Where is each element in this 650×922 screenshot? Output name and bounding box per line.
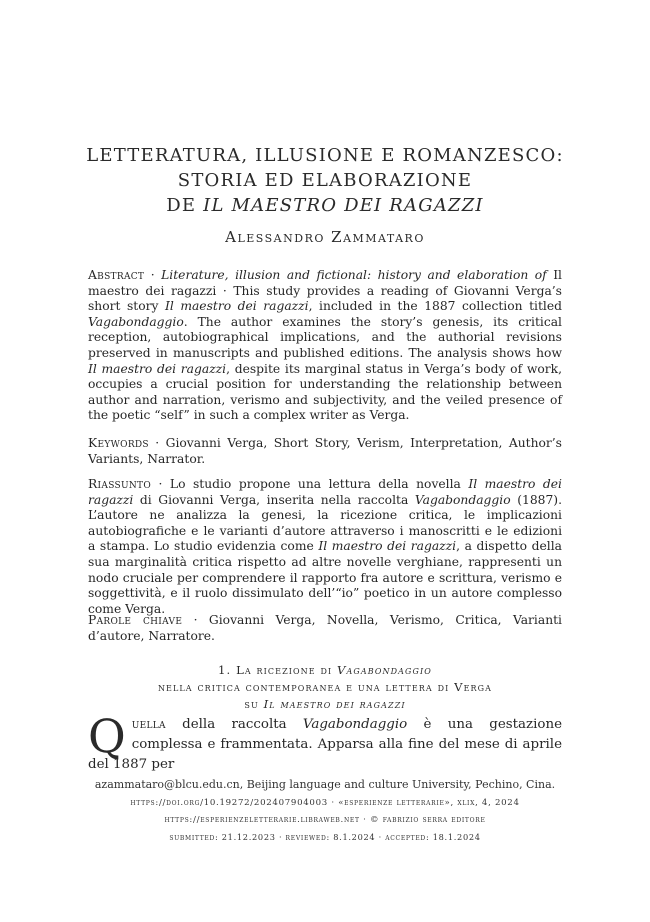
article-author: Alessandro Zammataro: [225, 228, 425, 246]
riassunto-paragraph: [88, 477, 562, 617]
title-line-3-prefix: DE: [166, 195, 204, 216]
riassunto-label: Riassunto: [88, 477, 152, 491]
abstract-text-a: This study provides a reading of Giovanni Verga’s short story: [88, 283, 562, 314]
keywords-sep: ·: [148, 436, 166, 450]
abstract-work-title-2: Il maestro dei ragazzi: [88, 361, 227, 376]
section-heading-line-1: [0, 662, 650, 679]
section-heading-line-2: nella critica contemporanea e una lettera di Verga: [157, 680, 493, 694]
abstract-label: Abstract: [88, 268, 145, 282]
parole-chiave-text: Giovanni Verga, Novella, Verismo, Critica, Varianti d’autore, Narratore.: [88, 613, 562, 643]
title-line-3-italic: IL MAESTRO DEI RAGAZZI: [203, 195, 484, 216]
article-title: [0, 143, 650, 218]
keywords-label: Keywords: [88, 436, 149, 450]
keywords-paragraph: [88, 436, 562, 467]
parole-chiave-paragraph: [88, 613, 562, 644]
abstract-paragraph: [88, 268, 562, 424]
body-text-a: della raccolta: [165, 717, 303, 732]
section-heading-prefix: 1. La ricezione di: [218, 663, 338, 677]
riassunto-text-b: di Giovanni Verga, inserita nella raccolta: [133, 492, 415, 507]
section-heading: [0, 662, 650, 713]
parole-chiave-sep: ·: [182, 613, 209, 627]
riassunto-text-a: Lo studio propone una lettura della novella: [169, 477, 469, 491]
title-line-3: [0, 193, 650, 218]
section-heading-line-3-prefix: su: [244, 697, 264, 711]
riassunto-work-title: Il maestro dei ragazzi: [88, 477, 562, 507]
publisher-line: https://esperienzeletterarie.libraweb.net · © fabrizio serra editore: [164, 815, 486, 825]
doi-line: https://doi.org/10.19272/202407904003 · «esperienze letterarie», xlix, 4, 2024: [130, 798, 520, 808]
abstract-title-roman: Il maestro dei ragazzi: [88, 268, 562, 298]
abstract-text-b: , included in the 1887 collection titled: [308, 299, 562, 314]
abstract-sep-2: ·: [216, 283, 234, 298]
section-heading-italic: Vagabondaggio: [337, 663, 432, 677]
abstract-work-title: Il maestro dei ragazzi: [165, 299, 309, 314]
riassunto-text-d: , a dispetto della sua marginalità critica rispetto ad altre novelle verghiane, rappresenti un nodo cruciale per comprendere il rapporto fra autore e scrittura, verismo e soggettività, e il ruolo dissimulato dell’“io” poetico in un autore complesso come Verga.: [88, 539, 562, 616]
riassunto-work-title-2: Il maestro dei ragazzi: [318, 539, 457, 554]
section-heading-line-3-italic: Il maestro dei ragazzi: [263, 697, 406, 711]
riassunto-text-c: (1887). L’autore ne analizza la genesi, la ricezione critica, le implicazioni autobiografiche e le varianti d’autore attraverso i manoscritti e le edizioni a stampa. Lo studio evidenzia come: [88, 492, 562, 554]
abstract-sep: ·: [144, 268, 162, 282]
abstract-text-c: . The author examines the story’s genesis, its critical reception, autobiographical implications, and the authorial revisions preserved in manuscripts and published editions. The analysis shows how: [88, 314, 562, 360]
body-collection-title: Vagabondaggio: [302, 717, 408, 732]
abstract-text-d: , despite its marginal status in Verga’s body of work, occupies a crucial position for understanding the relationship between author and narration, verismo and subjectivity, and the veiled presence of the poetic “self” in such a complex writer as Verga.: [88, 361, 562, 423]
author-affiliation: azammataro@blcu.edu.cn, Beijing language and culture University, Pechino, Cina.: [94, 778, 556, 791]
drop-cap: Q: [88, 709, 126, 763]
title-line-1: LETTERATURA, ILLUSIONE E ROMANZESCO:: [86, 145, 564, 166]
dates-line: submitted: 21.12.2023 · reviewed: 8.1.2024 · accepted: 18.1.2024: [169, 832, 481, 842]
keywords-text: Giovanni Verga, Short Story, Verism, Interpretation, Author’s Variants, Narrator.: [88, 436, 562, 466]
abstract-collection-title: Vagabondaggio: [88, 314, 184, 329]
body-text-b: è una gestazione complessa e frammentata. Apparsa alla fine del mese di aprile del 1887 per: [88, 717, 562, 772]
title-line-2: STORIA ED ELABORAZIONE: [177, 170, 473, 191]
riassunto-collection-title: Vagabondaggio: [414, 492, 511, 507]
body-smallcaps: uella: [131, 717, 166, 732]
parole-chiave-label: Parole chiave: [88, 613, 183, 627]
riassunto-sep: ·: [151, 477, 170, 491]
abstract-title-italic: Literature, illusion and fictional: history and elaboration of: [161, 268, 547, 282]
body-paragraph: [88, 709, 562, 775]
